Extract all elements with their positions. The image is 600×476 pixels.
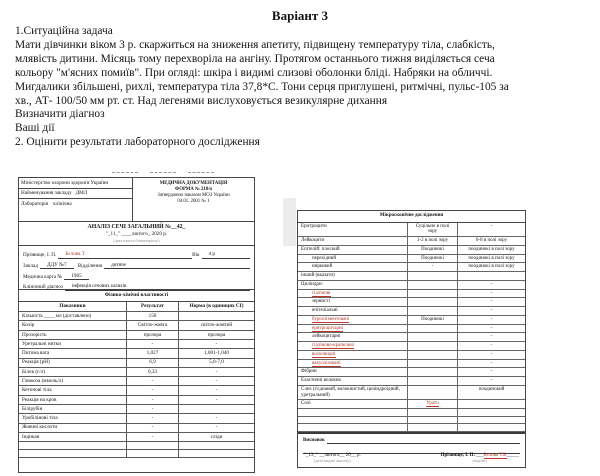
table-row — [19, 349, 254, 358]
table-cell: - — [127, 424, 179, 432]
table-cell: Уробілінові тіла — [19, 414, 127, 422]
microscopy-form — [297, 210, 526, 468]
table-row — [298, 316, 525, 325]
table-cell: еритроцитарні — [298, 325, 408, 333]
table-cell: - — [215, 415, 218, 422]
form-header-right — [133, 178, 254, 221]
table-cell: гіалінові — [298, 290, 408, 298]
table-cell — [179, 405, 254, 413]
table-row — [19, 359, 254, 368]
table-row — [298, 272, 525, 281]
table-cell: Циліндри: — [298, 281, 408, 289]
table-cell: Жовчні кислоти — [19, 424, 127, 432]
task-heading: 1.Ситуаційна задача — [15, 25, 113, 37]
table-cell: буропігментовані — [298, 316, 408, 324]
table-cell: Суцільно в полі зору — [408, 223, 458, 237]
table-cell: Колір — [19, 321, 127, 329]
footer-date-block — [304, 453, 361, 464]
diagnosis-line: Клінічний діагноз інфекція сечових шляхів — [23, 283, 250, 291]
table-cell — [408, 386, 458, 400]
surname-line: Прізвище, І. П. Бєлова Т Вік 4 р — [23, 251, 250, 259]
analysis-title-block — [19, 222, 254, 246]
table-cell: поодинокі в полі зору — [468, 255, 515, 261]
table-cell: епітеліальні — [298, 307, 408, 315]
diagnosis-value: інфекція сечових шляхів — [65, 283, 134, 291]
table-cell: - — [215, 387, 218, 394]
form-header-left — [19, 178, 133, 221]
form-header — [19, 178, 254, 222]
table-row — [298, 368, 525, 377]
lab-value: клінічна — [53, 200, 72, 207]
table-row — [298, 223, 525, 238]
table-cell: - — [127, 386, 179, 394]
table-cell: - — [490, 299, 493, 305]
table-row — [19, 386, 254, 395]
card-value: 1965 — [64, 273, 88, 281]
table-cell — [408, 272, 458, 280]
table-cell — [408, 360, 458, 368]
table-cell — [179, 442, 254, 449]
table-cell: - — [215, 378, 218, 385]
table-cell: - — [127, 396, 179, 404]
table-row — [19, 340, 254, 349]
table-row — [19, 331, 254, 340]
section-title-microscopy: Мікроскопічне дослідження — [298, 211, 525, 223]
table-cell: поодинокі в полі зору — [468, 264, 515, 270]
table-cell: Уретральні нитки — [19, 340, 127, 348]
table-row — [298, 409, 525, 417]
table-cell: - — [490, 360, 493, 366]
table-cell: - — [490, 223, 493, 229]
table-cell — [408, 333, 458, 341]
table-row — [19, 321, 254, 330]
footer-date: "_13_" __лютого__ 20__ р. — [304, 453, 361, 459]
table-cell: - — [127, 377, 179, 385]
table-row — [19, 396, 254, 405]
order-number-label: 04.01. 2001 № 1 — [177, 198, 210, 204]
table-cell: - — [127, 414, 179, 422]
table-cell: - — [490, 343, 493, 349]
physchem-table-body — [19, 312, 254, 458]
form-number-label: ФОРМА № 210/о — [175, 186, 212, 192]
table-row — [298, 281, 525, 290]
table-row — [19, 414, 254, 423]
table-cell — [179, 450, 254, 457]
table-cell: 1,027 — [127, 349, 179, 357]
facility-line: Найменування закладу ДМЛ — [19, 189, 132, 200]
scan-artifact-dash — [112, 172, 138, 173]
table-cell: прозора — [127, 331, 179, 339]
table-cell: Кетонові тіла — [19, 386, 127, 394]
table-cell: - — [215, 340, 218, 347]
table-cell — [19, 442, 127, 449]
task-line: млявість дитини. Місяць тому перехворіла на ангіну. Протягом останнього тижня виділяється сеча — [15, 52, 495, 65]
department-value: дитяче — [104, 262, 133, 270]
table-cell — [458, 272, 525, 280]
surname-value: Бєлова Т — [58, 251, 92, 259]
table-cell: - — [490, 325, 493, 331]
table-cell: Поодинокі — [408, 316, 458, 324]
table-cell — [408, 351, 458, 359]
table-row — [298, 333, 525, 342]
table-cell: - — [490, 351, 493, 357]
table-cell — [408, 377, 458, 385]
table-row — [298, 351, 525, 360]
table-cell: прозора — [207, 331, 226, 338]
ministry-label: Міністерство охорони здоров'я України — [19, 178, 132, 189]
table-cell: Питома вага — [19, 349, 127, 357]
footer-name-value: Бєлова Т.К — [483, 453, 507, 459]
task-text — [15, 25, 595, 150]
lab-line: Лабораторія клінічна — [21, 200, 72, 207]
table-cell — [408, 424, 458, 431]
page-title: Варіант 3 — [271, 8, 329, 23]
footer-date-note: (дата видачі аналізу) — [314, 458, 351, 464]
table-cell — [298, 417, 408, 424]
table-cell — [298, 424, 408, 431]
table-cell — [298, 409, 408, 416]
table-cell: інший (вказати) — [298, 272, 408, 280]
table-cell — [408, 409, 458, 416]
table-row — [19, 377, 254, 386]
section-title-physchem: Фізико-хімічні властивості — [19, 290, 254, 302]
table-cell — [408, 298, 458, 306]
table-cell: - — [127, 340, 179, 348]
table-cell: Еритроцити — [298, 223, 408, 237]
table-cell: - — [127, 405, 179, 413]
table-cell: перехідний — [298, 255, 408, 263]
table-row — [298, 386, 525, 401]
task-line: хв., АТ- 100/50 мм рт. ст. Над легенями вислуховується везикулярне дихання — [15, 94, 388, 107]
table-cell — [19, 450, 127, 457]
table-cell: - — [490, 378, 493, 384]
approved-label: Затверджено наказом МОЗ України — [157, 192, 230, 198]
table-row — [298, 377, 525, 386]
table-cell: 1-2 в полі зору — [408, 237, 458, 245]
table-row — [298, 400, 525, 409]
table-row — [19, 450, 254, 458]
table-cell: - — [490, 369, 493, 375]
table-cell: - — [215, 368, 218, 375]
table-cell — [458, 400, 525, 408]
table-row — [19, 405, 254, 414]
facility2-line: Заклад ДДУ №7 Відділення дитяче — [23, 262, 250, 270]
table-row — [298, 424, 525, 432]
table-cell: Прозорість — [19, 331, 127, 339]
footer-name-label: Прізвище, І. П. — [440, 453, 475, 459]
table-row — [298, 342, 525, 351]
table-cell — [127, 450, 179, 457]
patient-block — [19, 246, 254, 290]
analysis-title: АНАЛІЗ СЕЧІ ЗАГАЛЬНИЙ №__42_ — [87, 224, 186, 230]
conclusion-label: Висновок — [303, 437, 325, 443]
table-cell: Урати — [408, 400, 458, 408]
table-cell: Фібрин — [298, 368, 408, 376]
table-cell — [127, 442, 179, 449]
urine-analysis-form — [18, 177, 255, 473]
table-row — [298, 246, 525, 255]
table-row — [298, 325, 525, 334]
task-heading-2: 2. Оцінити результати лабораторного дослідження — [15, 136, 260, 149]
table-cell: Глюкоза (ммоль/л) — [19, 377, 127, 385]
microscopy-table-body — [298, 223, 525, 432]
table-cell — [458, 424, 525, 431]
table-cell: - — [408, 263, 458, 271]
footer-sign-note: (підпис) — [472, 458, 488, 464]
table-cell — [408, 290, 458, 298]
table-cell: Білок (г/л) — [19, 368, 127, 376]
scan-artifact-shadow — [283, 198, 296, 246]
facility-value: ДМЛ — [75, 190, 88, 196]
table-cell: Реакція (рН) — [19, 359, 127, 367]
footer-signature-block: Прізвище, І. П. ___Бєлова Т.К_____ (підпис) — [440, 453, 519, 464]
analysis-date-note: (дата взяття біоматеріалу) — [113, 237, 160, 243]
table-cell — [408, 325, 458, 333]
table-cell: - — [490, 316, 493, 322]
table-row — [298, 237, 525, 246]
table-cell: світло-жовтий — [200, 322, 233, 329]
card-line: Медична карта № 1965 — [23, 273, 250, 281]
table-cell: зернисті — [298, 298, 408, 306]
table-cell: Епітелій: плоский — [298, 246, 408, 254]
table-cell: Еластичні волокна — [298, 377, 408, 385]
task-line: Мигдалики збільшені, рихлі, температура тіла 37,8*С. Тони серця приглушені, ритмічні, пульс-105 за — [15, 80, 509, 93]
table-row — [298, 255, 525, 264]
table-cell: Солі — [298, 400, 408, 408]
table-cell: 6,9 — [127, 359, 179, 367]
table-row — [298, 307, 525, 316]
table-row — [19, 312, 254, 321]
table-cell: восковидні — [298, 351, 408, 359]
table-cell: поодинокий — [478, 386, 505, 392]
table-row — [19, 442, 254, 450]
table-cell: Поодинокі — [408, 255, 458, 263]
table-cell: - — [215, 396, 218, 403]
table-cell: 1,001-1,040 — [203, 350, 230, 357]
table-cell: нирковий — [298, 263, 408, 271]
table-cell: Лейкоцити — [298, 237, 408, 245]
determine-diagnosis-line: Визначити діагноз — [15, 108, 105, 121]
table-row — [19, 424, 254, 433]
task-line: кольору "м'ясних помиїв". При огляді: шкіра і видимі слизові оболонки бліді. Набряки на обличчі. — [15, 66, 493, 79]
table-cell: 0,33 — [127, 368, 179, 376]
task-line: Мати дівчинки віком 3 р. скаржиться на зниження апетиту, підвищену температуру тіла, слабкість, — [15, 38, 495, 51]
table-cell — [408, 368, 458, 376]
table-cell: Білірубін — [19, 405, 127, 413]
form-footer — [304, 453, 519, 464]
table-cell: - — [127, 433, 179, 441]
table-cell — [458, 409, 525, 416]
your-actions-line: Ваші дії — [15, 122, 55, 135]
table-cell — [458, 417, 525, 424]
scan-artifact-dash — [150, 172, 176, 173]
scan-artifact-dash — [188, 172, 214, 173]
table-cell: - — [215, 424, 218, 431]
table-cell — [408, 281, 458, 289]
table-cell — [408, 342, 458, 350]
table-row — [298, 417, 525, 425]
table-cell: 150 — [127, 312, 179, 320]
table-cell: Індикан — [19, 433, 127, 441]
table-cell — [408, 307, 458, 315]
analysis-date: "_11_" ____лютого_ 2020 р. — [105, 231, 168, 238]
table-cell: - — [490, 290, 493, 296]
table-cell: Слиз (з'єднаний, волокнистий, циліндроїдний, уретральний) — [298, 386, 408, 400]
table-row — [19, 433, 254, 442]
table-cell: 6-8 в полі зору — [475, 238, 508, 244]
table-row — [298, 290, 525, 299]
table-row — [298, 263, 525, 272]
table-cell: - — [490, 281, 493, 287]
doc-type-label: МЕДИЧНА ДОКУМЕНТАЦІЯ — [159, 181, 228, 186]
table-cell: гіаліново-крапельні — [298, 342, 408, 350]
table-row — [298, 360, 525, 369]
table-cell: Реакція на кров — [19, 396, 127, 404]
table-cell: Світло-жовта — [127, 321, 179, 329]
table-cell: 5,0-7,0 — [209, 359, 224, 366]
table-row — [19, 368, 254, 377]
table-row — [298, 298, 525, 307]
facility2-value: ДДУ №7 — [40, 262, 74, 270]
table-header-row: Показники Результат Норма (в одиницях СІ) — [19, 302, 254, 313]
table-cell: поодинокі в полі зору — [468, 246, 515, 252]
empty-notes-box — [19, 458, 254, 476]
table-cell: лейкоцитарні — [298, 333, 408, 341]
age-value: 4 р — [202, 251, 222, 259]
table-cell: - — [490, 334, 493, 340]
table-cell: сліди — [210, 433, 223, 440]
table-cell: Кількість ____ мл (доставлено) — [19, 312, 127, 320]
table-cell — [408, 417, 458, 424]
table-cell: Поодинокі — [408, 246, 458, 254]
table-cell: - — [490, 308, 493, 314]
table-cell — [179, 312, 254, 320]
table-cell: вакуолізовані — [298, 360, 408, 368]
conclusion-blank-line — [303, 444, 520, 454]
